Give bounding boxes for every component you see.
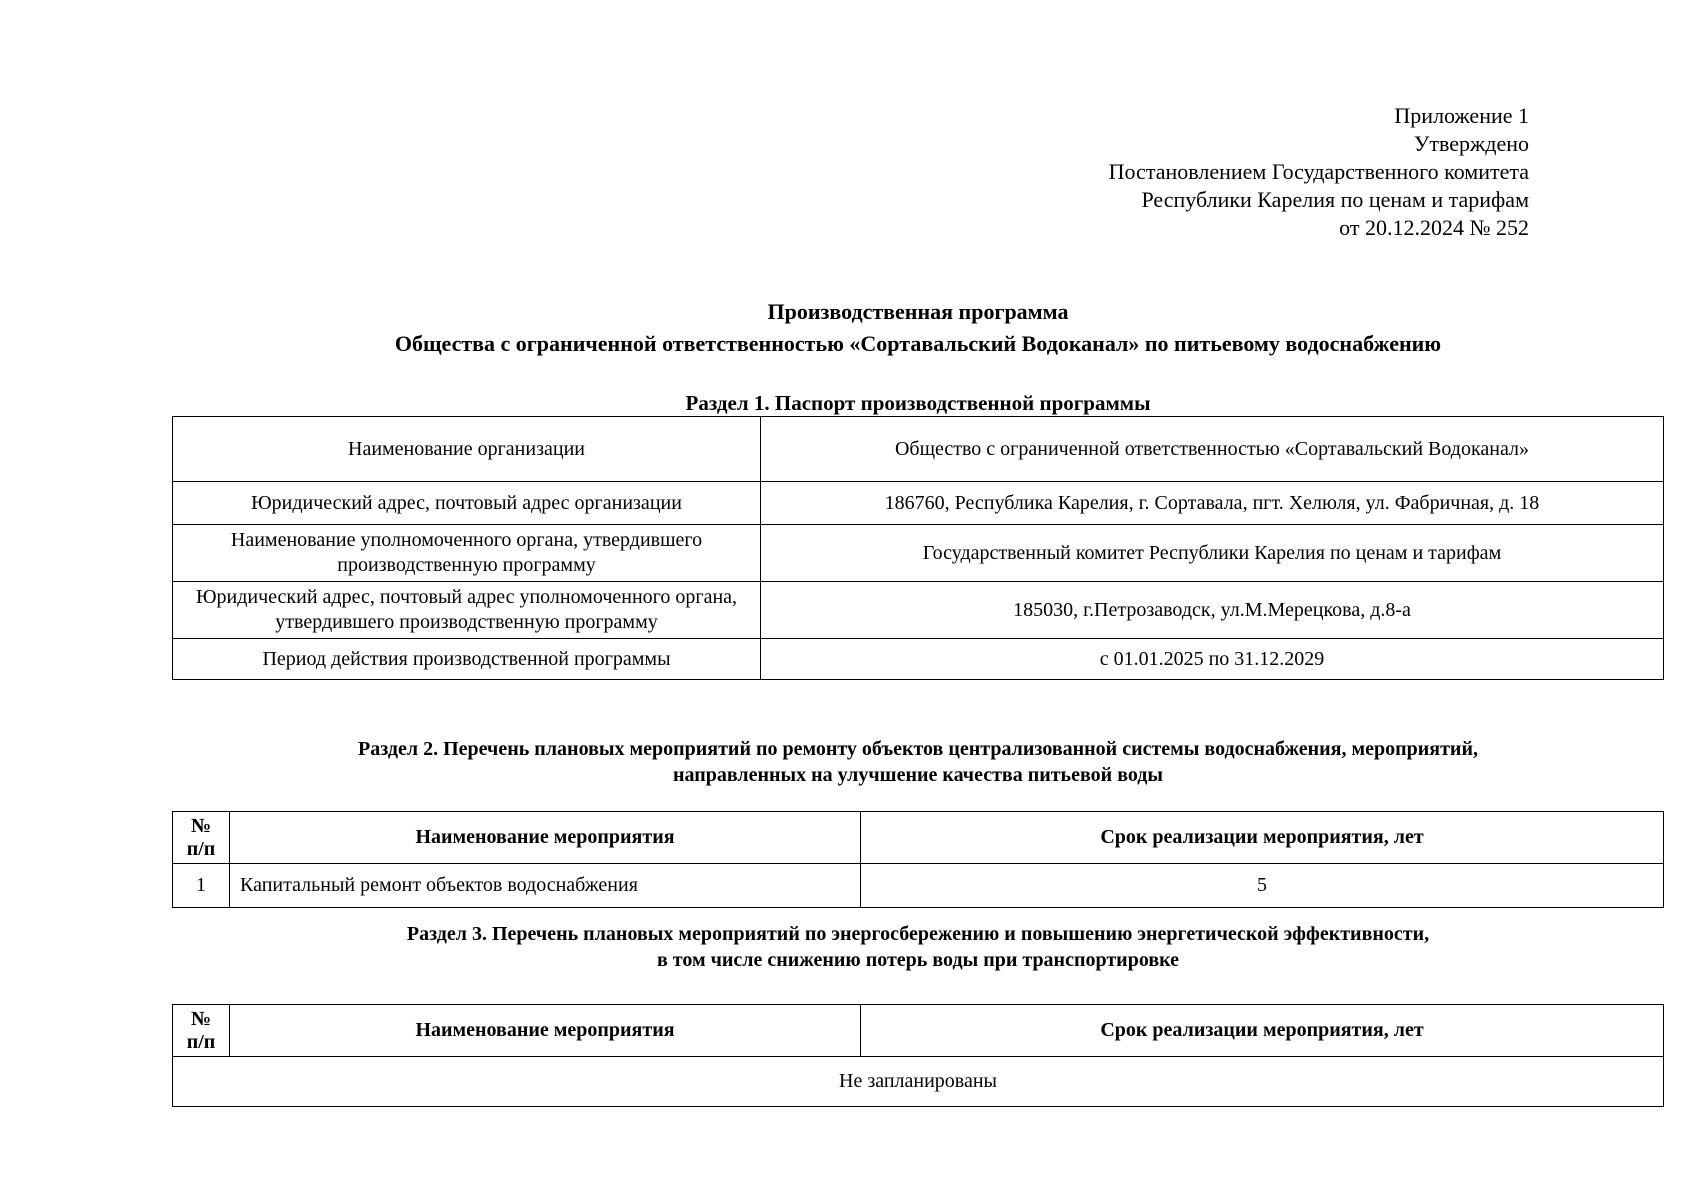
document-title bbox=[172, 296, 1664, 360]
passport-table bbox=[172, 416, 1664, 680]
row-value: с 01.01.2025 по 31.12.2029 bbox=[761, 639, 1664, 680]
table-row bbox=[173, 417, 1664, 482]
section-2-heading-line-1: Раздел 2. Перечень плановых мероприятий по ремонту объектов централизованной системы водоснабжения, мероприятий, bbox=[358, 738, 1478, 760]
table-row bbox=[173, 864, 1664, 908]
section-1-heading: Раздел 1. Паспорт производственной программы bbox=[685, 391, 1151, 415]
section-3-heading bbox=[172, 921, 1664, 973]
not-planned-cell: Не запланированы bbox=[173, 1057, 1664, 1107]
table-row bbox=[173, 525, 1664, 582]
energy-saving-measures-table bbox=[172, 1004, 1664, 1107]
number-header-line-1: № bbox=[190, 814, 212, 837]
number-column-header bbox=[173, 812, 230, 864]
row-label: Наименование организации bbox=[173, 417, 761, 482]
title-line-1: Производственная программа bbox=[767, 299, 1069, 324]
section-3-heading-line-1: Раздел 3. Перечень плановых мероприятий по энергосбережению и повышению энергетической эффективности, bbox=[406, 923, 1430, 945]
table-row bbox=[173, 1057, 1664, 1107]
appendix-number: Приложение 1 bbox=[1394, 103, 1529, 128]
approval-block bbox=[1109, 102, 1529, 242]
table-row bbox=[173, 482, 1664, 525]
number-header-line-2: п/п bbox=[186, 1030, 216, 1053]
number-header-line-1: № bbox=[190, 1007, 212, 1030]
row-label: Период действия производственной программы bbox=[173, 639, 761, 680]
number-column-header bbox=[173, 1005, 230, 1057]
term-column-header: Срок реализации мероприятия, лет bbox=[861, 812, 1664, 864]
row-label: Наименование уполномоченного органа, утвердившего производственную программу bbox=[173, 525, 761, 582]
row-label: Юридический адрес, почтовый адрес организации bbox=[173, 482, 761, 525]
table-row bbox=[173, 639, 1664, 680]
section-2-heading-line-2: направленных на улучшение качества питьевой воды bbox=[672, 764, 1164, 786]
row-value: 185030, г.Петрозаводск, ул.М.Мерецкова, д.8-а bbox=[761, 582, 1664, 639]
table-header-row bbox=[173, 812, 1664, 864]
row-value: Государственный комитет Республики Карелия по ценам и тарифам bbox=[761, 525, 1664, 582]
measure-term: 5 bbox=[861, 864, 1664, 908]
table-row bbox=[173, 582, 1664, 639]
approved-by-line: Постановлением Государственного комитета bbox=[1108, 159, 1529, 184]
row-label: Юридический адрес, почтовый адрес уполномоченного органа, утвердившего производственную программу bbox=[173, 582, 761, 639]
number-header-line-2: п/п bbox=[186, 837, 216, 860]
measure-name-column-header: Наименование мероприятия bbox=[230, 812, 861, 864]
title-line-2: Общества с ограниченной ответственностью «Сортавальский Водоканал» по питьевому водоснабжению bbox=[394, 331, 1442, 356]
measure-name: Капитальный ремонт объектов водоснабжения bbox=[230, 864, 861, 908]
term-column-header: Срок реализации мероприятия, лет bbox=[861, 1005, 1664, 1057]
decree-date-number: от 20.12.2024 № 252 bbox=[1339, 215, 1529, 240]
row-value: 186760, Республика Карелия, г. Сортавала, пгт. Хелюля, ул. Фабричная, д. 18 bbox=[761, 482, 1664, 525]
row-value: Общество с ограниченной ответственностью «Сортавальский Водоканал» bbox=[761, 417, 1664, 482]
approved-label: Утверждено bbox=[1413, 131, 1529, 156]
section-2-heading bbox=[172, 736, 1664, 788]
table-header-row bbox=[173, 1005, 1664, 1057]
approving-authority-line: Республики Карелия по ценам и тарифам bbox=[1141, 187, 1529, 212]
section-3-heading-line-2: в том числе снижению потерь воды при транспортировке bbox=[656, 949, 1180, 971]
repair-measures-table bbox=[172, 811, 1664, 908]
measure-name-column-header: Наименование мероприятия bbox=[230, 1005, 861, 1057]
row-number: 1 bbox=[173, 864, 230, 908]
